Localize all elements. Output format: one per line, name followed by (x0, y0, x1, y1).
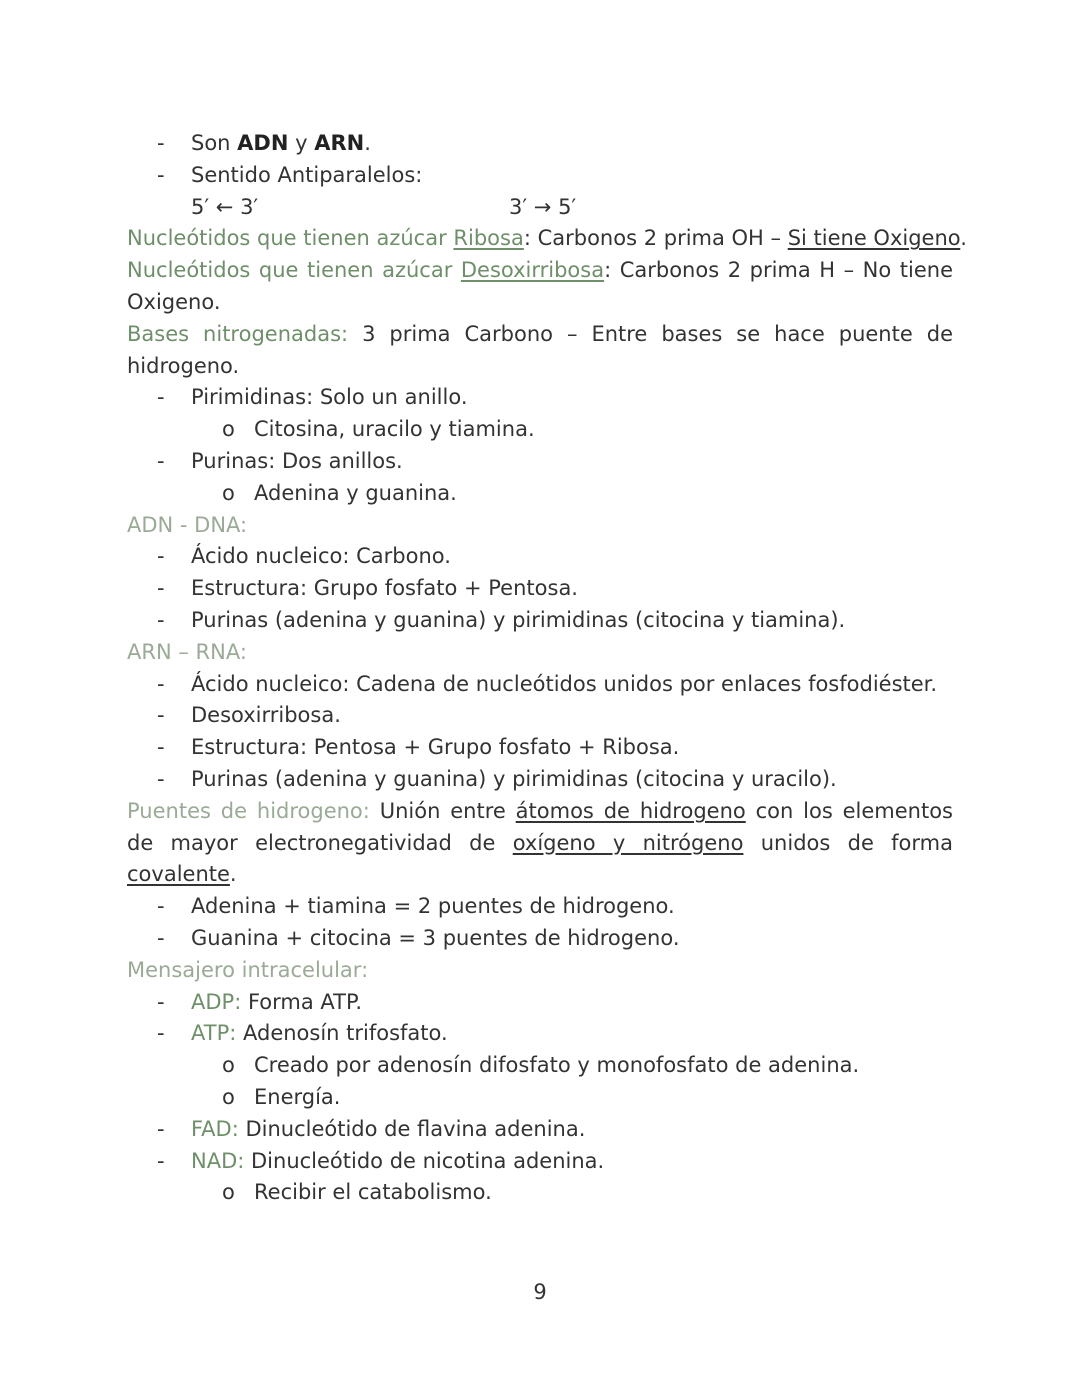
dash-marker: - (157, 1021, 165, 1046)
direction-left: 5′ ← 3′ (191, 194, 259, 219)
list-item: - Ácido nucleico: Cadena de nucleótidos unidos por enlaces fosfodiéster. (127, 669, 953, 701)
sub-list-item: o Adenina y guanina. (127, 478, 953, 510)
dash-marker: - (157, 894, 165, 919)
direction-right: 3′ → 5′ (509, 194, 577, 219)
list-item: - Guanina + citocina = 3 puentes de hidrogeno. (127, 923, 953, 955)
heading-arn: ARN – RNA: (127, 639, 247, 664)
list-item: - NAD: Dinucleótido de nicotina adenina. (127, 1146, 953, 1178)
list-item: - FAD: Dinucleótido de flavina adenina. (127, 1114, 953, 1146)
bullet-marker: o (222, 480, 235, 505)
dash-marker: - (157, 735, 165, 760)
dash-marker: - (157, 576, 165, 601)
paragraph-puentes: Puentes de hidrogeno: Unión entre átomos de hidrogeno con los elementos de mayor electronegatividad de oxígeno y nitrógeno unidos de forma covalente. (127, 798, 954, 887)
dash-marker: - (157, 162, 165, 187)
dash-marker: - (157, 385, 165, 410)
dash-marker: - (157, 671, 165, 696)
bullet-marker: o (222, 1180, 235, 1205)
list-item: - Estructura: Grupo fosfato + Pentosa. (127, 573, 953, 605)
sub-list-item: o Citosina, uracilo y tiamina. (127, 414, 953, 446)
list-item: - Purinas: Dos anillos. (127, 446, 953, 478)
list-item: - Purinas (adenina y guanina) y pirimidinas (citocina y tiamina). (127, 605, 953, 637)
dash-marker: - (157, 544, 165, 569)
bullet-marker: o (222, 1053, 235, 1078)
page-number: 9 (533, 1280, 547, 1304)
bullet-marker: o (222, 1084, 235, 1109)
dash-marker: - (157, 607, 165, 632)
list-item: - Ácido nucleico: Carbono. (127, 541, 953, 573)
list-item: - Desoxirribosa. (127, 700, 953, 732)
paragraph-ribosa: Nucleótidos que tienen azúcar Ribosa: Carbonos 2 prima OH – Si tiene Oxigeno. (127, 226, 967, 251)
direction-row (127, 192, 953, 224)
paragraph-desoxirribosa: Nucleótidos que tienen azúcar Desoxirribosa: Carbonos 2 prima H – No tiene Oxigeno. (127, 258, 953, 314)
heading-adn: ADN - DNA: (127, 512, 248, 537)
heading-mensajero: Mensajero intracelular: (127, 957, 369, 982)
list-item: - Pirimidinas: Solo un anillo. (127, 382, 953, 414)
paragraph-bases: Bases nitrogenadas: 3 prima Carbono – Entre bases se hace puente de hidrogeno. (127, 321, 953, 378)
sub-list-item: o Creado por adenosín difosfato y monofosfato de adenina. (127, 1050, 953, 1082)
list-item: - Son ADN y ARN. (127, 128, 953, 160)
sub-list-item: o Recibir el catabolismo. (127, 1177, 953, 1209)
dash-marker: - (157, 1148, 165, 1173)
list-item: - Purinas (adenina y guanina) y pirimidinas (citocina y uracilo). (127, 764, 953, 796)
sub-list-item: o Energía. (127, 1082, 953, 1114)
list-item: - Estructura: Pentosa + Grupo fosfato + Ribosa. (127, 732, 953, 764)
list-item: - Sentido Antiparalelos: (127, 160, 953, 192)
list-item: - Adenina + tiamina = 2 puentes de hidrogeno. (127, 891, 953, 923)
list-item: - ATP: Adenosín trifosfato. (127, 1018, 953, 1050)
page-content (127, 128, 967, 1209)
dash-marker: - (157, 766, 165, 791)
dash-marker: - (157, 131, 165, 155)
list-item: - ADP: Forma ATP. (127, 987, 953, 1019)
bullet-marker: o (222, 417, 235, 442)
dash-marker: - (157, 989, 165, 1014)
dash-marker: - (157, 1116, 165, 1141)
dash-marker: - (157, 448, 165, 473)
dash-marker: - (157, 925, 165, 950)
dash-marker: - (157, 703, 165, 728)
